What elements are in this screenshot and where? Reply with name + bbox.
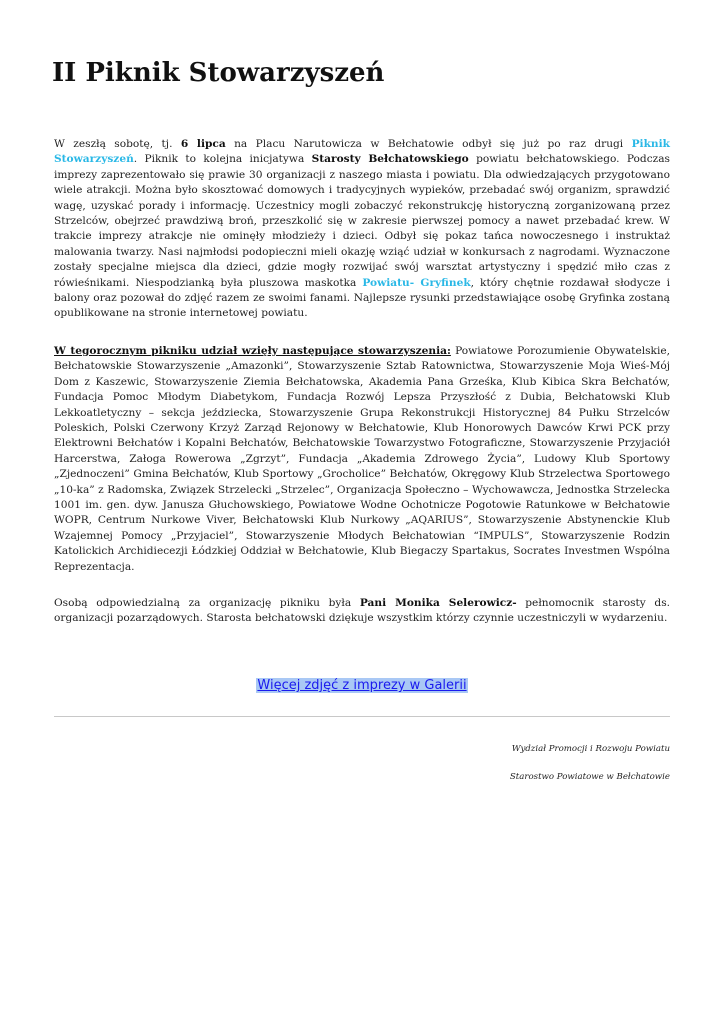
intro-text-5: , który chętnie rozdawał słodycze i balony oraz pozował do zdjęć razem ze swoimi fanami. Najlepsze rysunki przedstawiające osobę Gryfinka zostaną opublikowane na stronie internetowej powiatu. xyxy=(54,276,670,320)
intro-text-1: W zeszłą sobotę, tj. xyxy=(54,138,181,150)
event-name: Piknik Stowarzyszeń xyxy=(54,138,670,166)
organizer-name: Starosty Bełchatowskiego xyxy=(311,153,469,166)
organizer-text-1: Osobą odpowiedzialną za organizację pikniku była xyxy=(54,597,360,609)
intro-text-4: powiatu bełchatowskiego. Podczas imprezy zaprezentowało się prawie 30 organizacji z naszego miasta i powiatu. Dla odwiedzających przygotowano wiele atrakcji. Można było skosztować domowych i tradycyjnych wypieków, przebadać swój organizm, sprawdzić wagę, uzyskać porady i informację. Uczestnicy mogli zobaczyć rekonstrukcję historyczną zorganizowaną przez Strzelców, obejrzeć prawdziwą broń, przeszkolić się w zakresie pierwszej pomocy a nawet przebadać krew. W trakcie imprezy atrakcje nie ominęły młodzieży i dzieci. Odbył się pokaz tańca nowoczesnego i instruktaż malowania twarzy. Nasi najmłodsi podopieczni mieli okazję wziąć udział w konkursach z nagrodami. Wyznaczone zostały specjalne miejsca dla dzieci, gdzie mogły rozwijać swój warsztat artystyczny i spędzić miło czas z rówieśnikami. Niespodzianką była pluszowa maskotka xyxy=(54,153,670,289)
intro-text-3: . Piknik to kolejna inicjatywa xyxy=(133,153,312,166)
intro-text-2: na Placu Narutowicza w Bełchatowie odbył się już po raz drugi xyxy=(225,138,632,150)
divider xyxy=(54,716,670,717)
footer-office: Starostwo Powiatowe w Bełchatowie xyxy=(509,772,670,782)
footer-department: Wydział Promocji i Rozwoju Powiatu xyxy=(511,744,670,754)
gallery-link[interactable]: Więcej zdjęć z imprezy w Galerii xyxy=(257,678,467,693)
participants-heading: W tegorocznym pikniku udział wzięły następujące stowarzyszenia: xyxy=(54,345,451,357)
intro-paragraph xyxy=(54,137,670,322)
participants-list: Powiatowe Porozumienie Obywatelskie, Bełchatowskie Stowarzyszenie „Amazonki”, Stowarzyszenie Sztab Ratownictwa, Stowarzyszenie Moja Wieś-Mój Dom z Kaszewic, Stowarzyszenie Ziemia Bełchatowska, Akademia Pana Grześka, Klub Kibica Skra Bełchatów, Fundacja Pomoc Młodym Diabetykom, Fundacja Rozwój Lepsza Przyszłość z Dubia, Bełchatowski Klub Lekkoatletyczny – sekcja jeździecka, Stowarzyszenie Grupa Rekonstrukcji Historycznej 84 Pułku Strzelców Poleskich, Polski Czerwony Krzyż Zarząd Rejonowy w Bełchatowie, Klub Honorowych Dawców Krwi PCK przy Elektrowni Bełchatów i Kopalni Bełchatów, Bełchatowskie Towarzystwo Fotograficzne, Stowarzyszenie Przyjaciół Harcerstwa, Załoga Rowerowa „Zgrzyt”, Fundacja „Akademia Zdrowego Życia”, Ludowy Klub Sportowy „Zjednoczeni” Gmina Bełchatów, Klub Sportowy „Grocholice” Bełchatów, Okręgowy Klub Strzelectwa Sportowego „10-ka” z Radomska, Związek Strzelecki „Strzelec”, Organizacja Społeczno – Wychowawcza, Jednostka Strzelecka 1001 im. gen. dyw. Janusza Głuchowskiego, Powiatowe Wodne Ochotnicze Pogotowie Ratunkowe w Bełchatowie WOPR, Centrum Nurkowe Viver, Bełchatowski Klub Nurkowy „AQARIUS”, Stowarzyszenie Abstynenckie Klub Wzajemnej Pomocy „Przyjaciel”, Stowarzyszenie Młodych Bełchatowian “IMPULS”, Stowarzyszenie Rodzin Katolickich Archidiecezji Łódzkiej Oddział w Bełchatowie, Klub Biegaczy Spartakus, Socrates Investmen Wspólna Reprezentacja. xyxy=(54,345,670,573)
mascot-name: Powiatu- Gryfinek xyxy=(362,276,471,289)
page-title: II Piknik Stowarzyszeń xyxy=(52,58,385,88)
responsible-person: Pani Monika Selerowicz- xyxy=(359,597,517,609)
organizer-text-2: pełnomocnik starosty ds. organizacji pozarządowych. Starosta bełchatowski dziękuje wszystkim którzy czynnie uczestniczyli w wydarzeniu. xyxy=(54,597,670,625)
gallery-link-container xyxy=(54,674,670,695)
participants-paragraph xyxy=(54,344,670,575)
event-date: 6 lipca xyxy=(180,138,226,150)
organizer-paragraph xyxy=(54,596,670,627)
